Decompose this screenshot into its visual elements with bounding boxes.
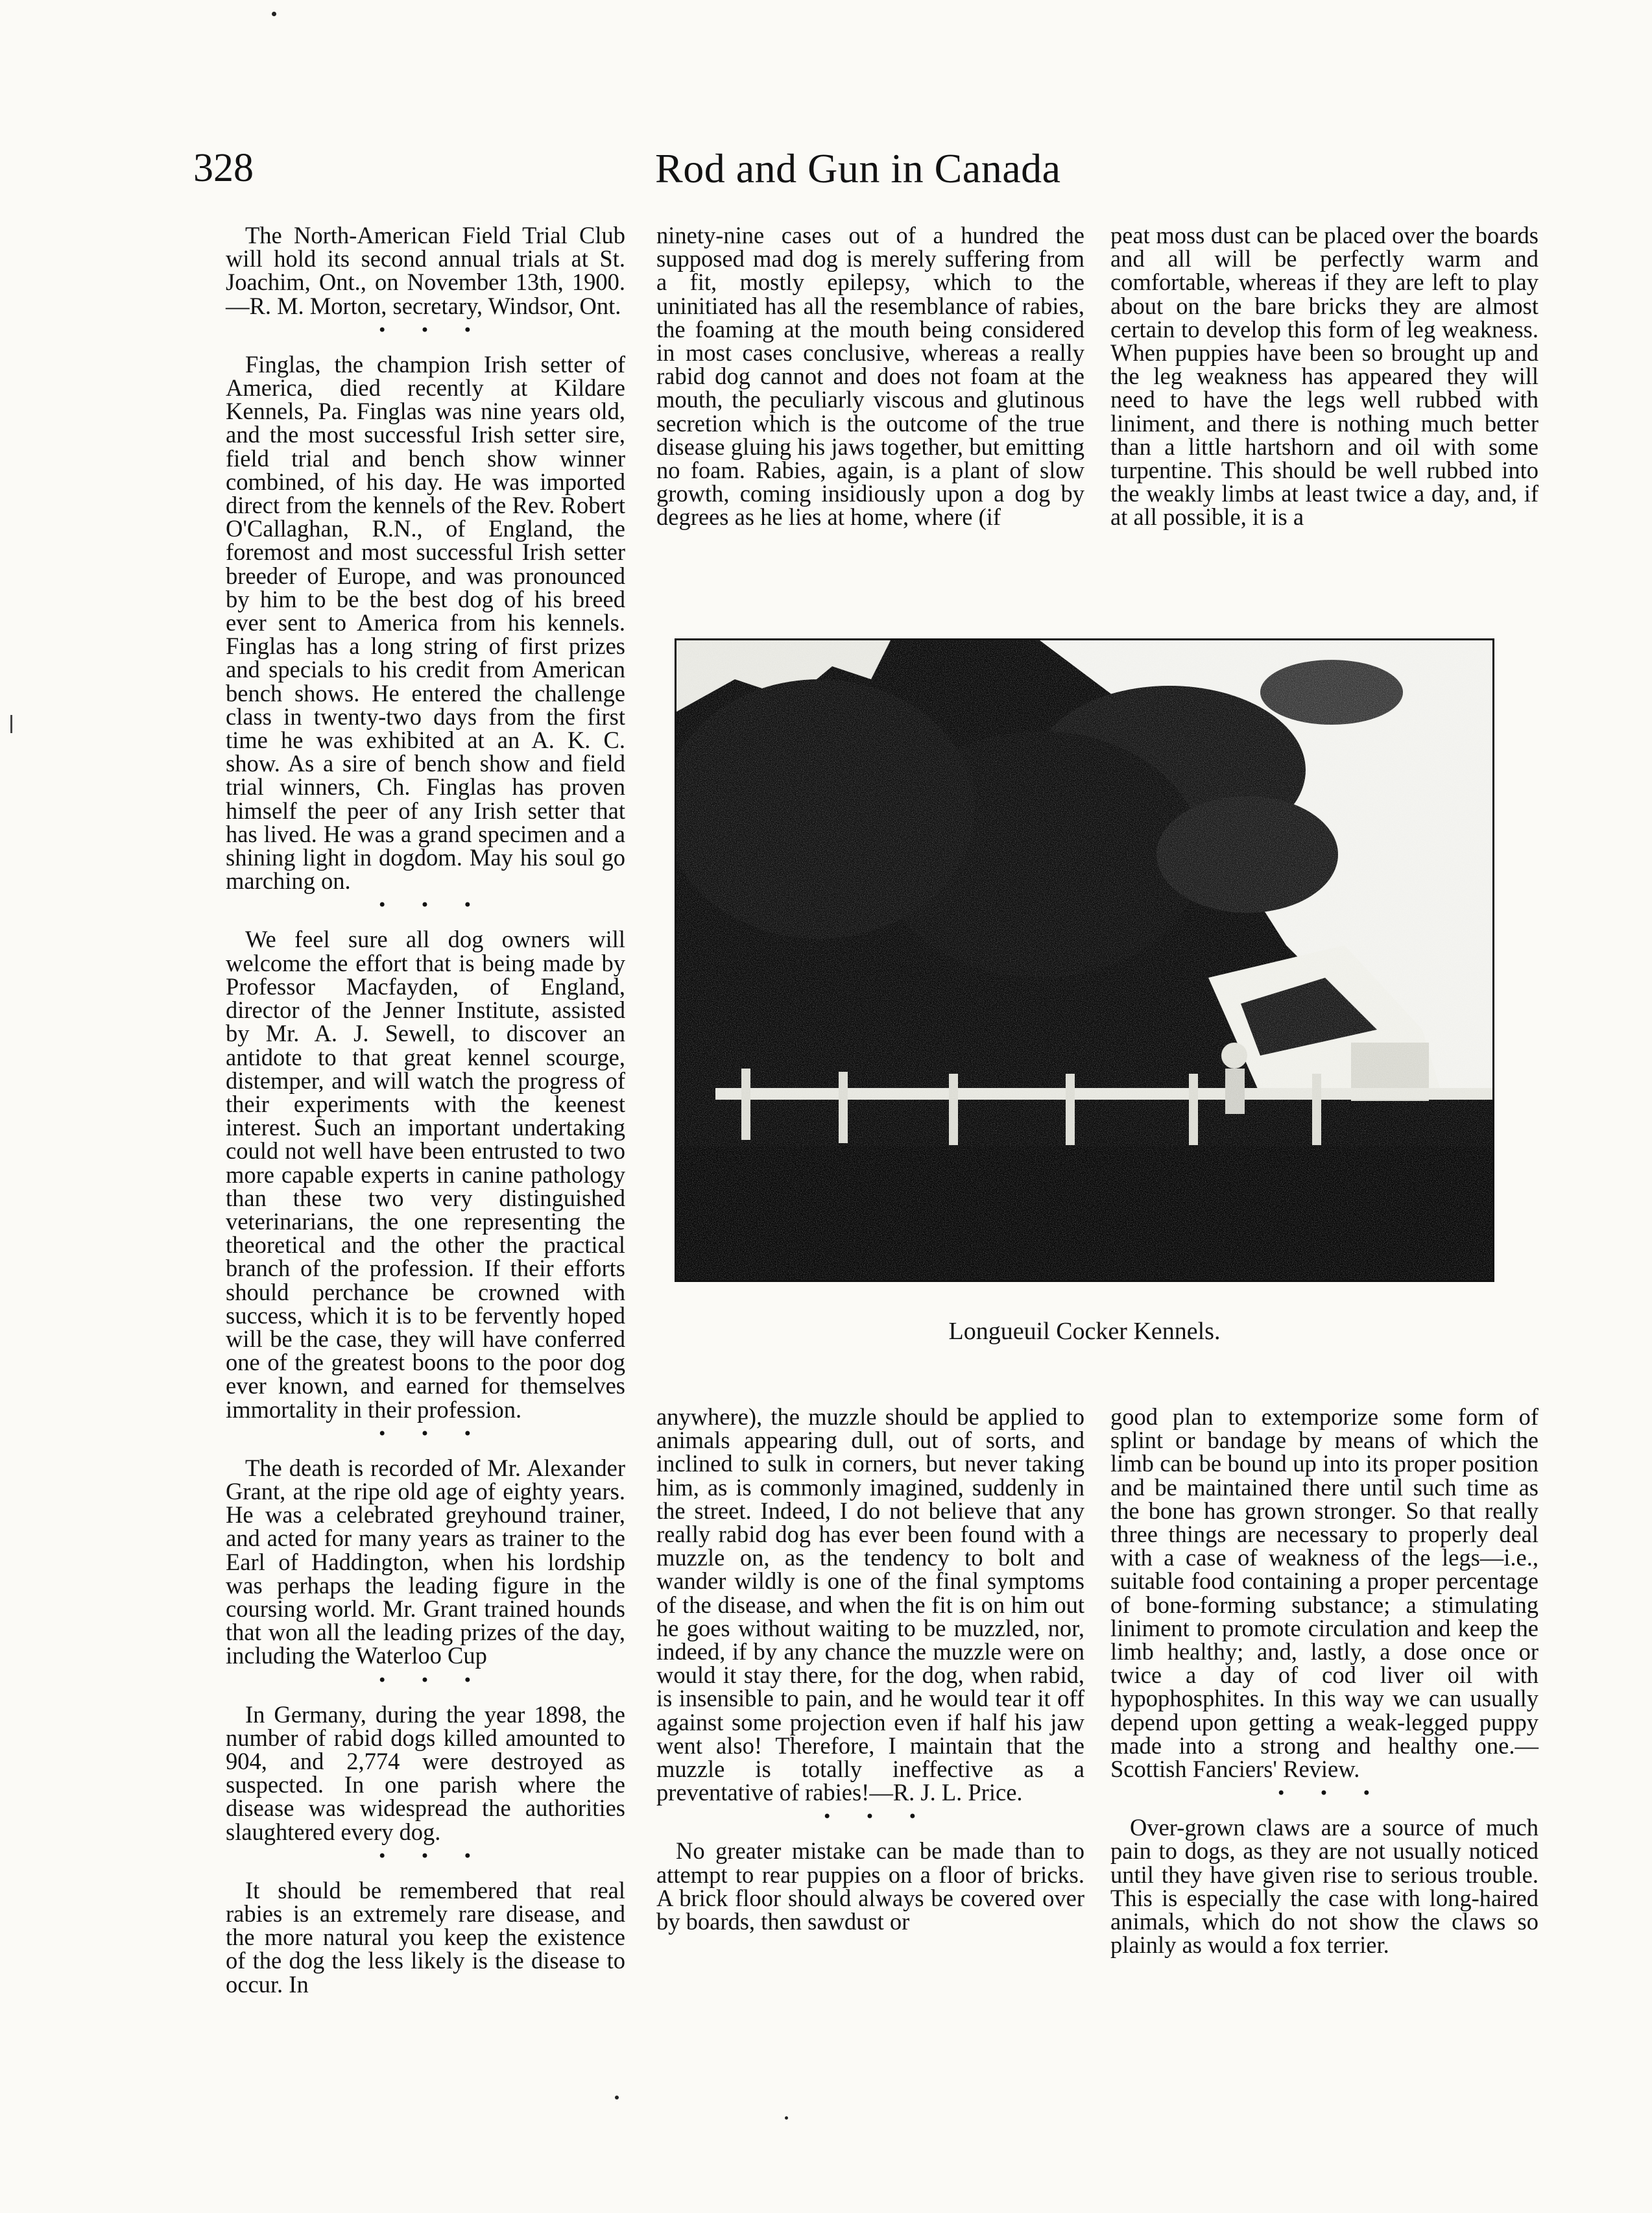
running-title: Rod and Gun in Canada — [655, 145, 1061, 191]
scan-speck — [272, 12, 276, 16]
scan-speck — [615, 2096, 619, 2099]
article-puppies-part1: No greater mistake can be made than to attempt to rear puppies on a floor of bricks. A brick floor should always be covered over by boards, then sawdust or — [656, 1837, 1084, 1935]
article-puppies-part2: peat moss dust can be placed over the boards and all will be perfectly warm and comfortable, whereas if they are left to play about on the bare bricks they are almost certain to develop this form of leg weakness. When puppies have been so brought up and the leg weakness has appeared they will need to have the legs well rubbed with liniment, and there is nothing much better than a little hartshorn and oil with some turpentine. This should be well rubbed into the weakly limbs at least twice a day, and, if at all possible, it is a — [1110, 222, 1538, 531]
article-puppies-part3: good plan to extemporize some form of splint or bandage by means of which the limb can be bound up into its proper position and be maintained there until such time as the bone has grown stronger. So that really three things are necessary to properly deal with a case of weakness of the legs—i.e., suitable food containing a proper percentage of bone-forming substance; a stimulating liniment to promote circulation and keep the limb healthy; and, lastly, a dose once or twice a day of cod liver oil with hypophosphites. In this way we can usually depend upon getting a weak-legged puppy made into a strong and healthy one.—Scottish Fanciers' Review. — [1110, 1403, 1538, 1783]
section-separator: • • • — [377, 896, 486, 915]
column-right-bottom — [1110, 1405, 1538, 1957]
article-field-trial: The North-American Field Trial Club will hold its second annual trials at St. Joachim, Ont., on November 13th, 1900.—R. M. Morton, secretary, Windsor, Ont. — [226, 222, 625, 319]
section-separator: • • • — [377, 1846, 486, 1865]
scan-speck — [785, 2116, 788, 2120]
article-distemper: We feel sure all dog owners will welcome the effort that is being made by Professor Macfayden, of England, director of the Jenner Institute, assisted by Mr. A. J. Sewell, to discover an antidote to that great kennel scourge, distemper, and will watch the progress of their experiments with the keenest interest. Such an important undertaking could not well have been entrusted to two more capable experts in canine pathology than these two very distinguished veterinarians, the one representing the theoretical and the other the practical branch of the profession. If their efforts should perchance be crowned with success, which it is to be fervently hoped will be the case, they will have conferred one of the greatest boons to the poor dog ever known, and earned for themselves immortality in their profession. — [226, 926, 625, 1423]
section-separator: • • • — [377, 1671, 486, 1689]
figure-caption: Longueuil Cocker Kennels. — [948, 1318, 1221, 1345]
article-germany: In Germany, during the year 1898, the number of rabid dogs killed amounted to 904, and 2,774 were destroyed as suspected. In one parish where the disease was widespread the authorities slaughtered every dog. — [226, 1700, 625, 1845]
column-left — [226, 224, 625, 1996]
section-separator: • • • — [1276, 1784, 1385, 1803]
section-separator: • • • — [822, 1808, 931, 1826]
column-middle-bottom — [656, 1405, 1084, 1933]
article-rabies-part2: ninety-nine cases out of a hundred the supposed mad dog is merely suffering from a fit, mostly epilepsy, which to the uninitiated has all the resemblance of rabies, the foaming at the mouth being considered in most cases conclusive, whereas a really rabid dog cannot and does not foam at the mouth, the peculiarly viscous and glutinous secretion which is the outcome of the true disease gluing his jaws together, but emitting no foam. Rabies, again, is a plant of slow growth, coming insidiously upon a dog by degrees as he lies at home, where (if — [656, 222, 1084, 531]
page-number: 328 — [193, 146, 254, 190]
column-right-top — [1110, 224, 1538, 529]
article-rabies-part1: It should be remembered that real rabies is an extremely rare disease, and the more natural you keep the existence of the dog the less likely is the disease to occur. In — [226, 1876, 625, 1998]
scan-speck — [10, 715, 12, 733]
article-grant: The death is recorded of Mr. Alexander Grant, at the ripe old age of eighty years. He was a celebrated greyhound trainer, and acted for many years as trainer to the Earl of Haddington, when his lordship was perhaps the leading figure in the coursing world. Mr. Grant trained hounds that won all the leading prizes of the day, including the Waterloo Cup — [226, 1454, 625, 1669]
kennels-photograph — [675, 638, 1494, 1282]
section-separator: • • • — [377, 1424, 486, 1443]
column-middle-top — [656, 224, 1084, 529]
section-separator: • • • — [377, 320, 486, 339]
article-rabies-part3: anywhere), the muzzle should be applied to animals appearing dull, out of sorts, and inclined to sulk in corners, but never taking him, as is commonly imagined, suddenly in the street. Indeed, I do not believe that any really rabid dog has ever been found with a muzzle on, as the tendency to bolt and wander wildly is one of the final symptoms of the disease, and when the fit is on him out he goes without waiting to be muzzled, nor, indeed, if by any chance the muzzle were on would it stay there, for the dog, when rabid, is insensible to pain, and he would tear it off against some projection even if half his jaw went also! Therefore, I maintain that the muzzle is totally ineffective as a preventative of rabies!—R. J. L. Price. — [656, 1403, 1084, 1806]
article-claws: Over-grown claws are a source of much pain to dogs, as they are not usually noticed until they have given rise to serious trouble. This is especially the case with long-haired animals, which do not show the claws so plainly as would a fox terrier. — [1110, 1814, 1538, 1959]
photo-illustration — [676, 640, 1492, 1280]
article-finglas: Finglas, the champion Irish setter of America, died recently at Kildare Kennels, Pa. Finglas was nine years old, and the most successful Irish setter sire, field trial and bench show winner combined, of his day. He was imported direct from the kennels of the Rev. Robert O'Callaghan, R.N., of England, the foremost and most successful Irish setter breeder of Europe, and was pronounced by him to be the best dog of his breed ever sent to America from his kennels. Finglas has a long string of first prizes and specials to his credit from American bench shows. He entered the challenge class in twenty-two days from the first time he was exhibited at an A. K. C. show. As a sire of bench show and field trial winners, Ch. Finglas has proven himself the peer of any Irish setter that has lived. He was a grand specimen and a shining light in dogdom. May his soul go marching on. — [226, 350, 625, 895]
